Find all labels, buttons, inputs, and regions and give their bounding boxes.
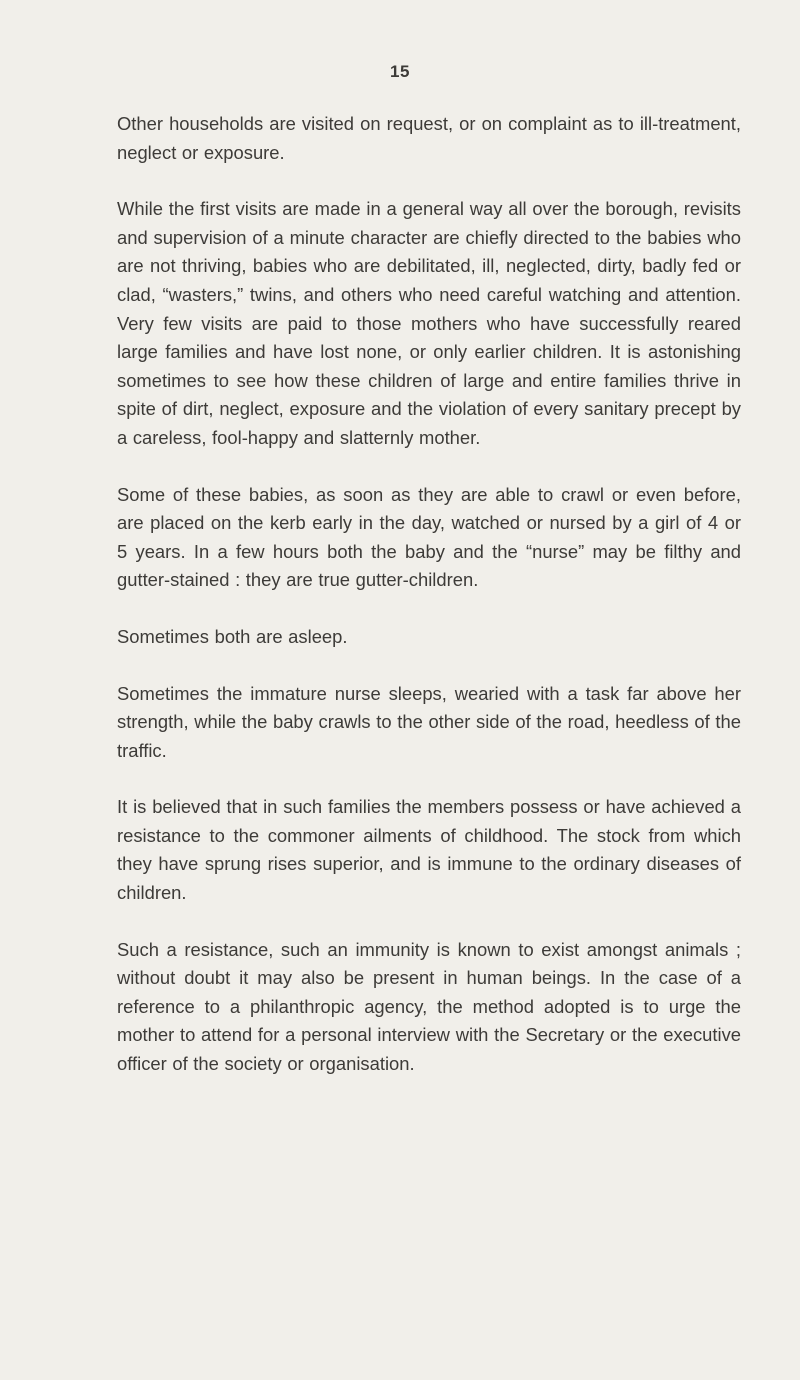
- paragraph-nurse-sleeps: Sometimes the immature nurse sleeps, wearied with a task far above her strength, while the baby crawls to the other side of the road, heedless of the traffic.: [117, 682, 741, 761]
- paragraph-both-asleep: Sometimes both are asleep.: [117, 625, 348, 647]
- paragraph-first-visits: While the first visits are made in a general way all over the borough, revisits and supervision of a minute character are chiefly directed to the babies who are not thriving, babies who are debilitated, ill, neglected, dirty, badly fed or clad, “wasters,” twins, and others who need careful watching and attention. Very few visits are paid to those mothers who have successfully reared large families and have lost none, or only earlier children. It is astonishing sometimes to see how these children of large and entire families thrive in spite of dirt, neglect, exposure and the violation of every sanitary precept by a careless, fool-happy and slatternly mother.: [117, 198, 741, 448]
- paragraph-resistance-belief: It is believed that in such families the members possess or have achieved a resistance to the commoner ailments of childhood. The stock from which they have sprung rises superior, and is immune to the ordinary diseases of children.: [117, 796, 741, 904]
- paragraph-households-visited: Other households are visited on request, or on complaint as to ill-treatment, neglect or exposure.: [117, 113, 741, 163]
- paragraph-immunity-and-referral: Such a resistance, such an immunity is known to exist amongst animals ; without doubt it may also be present in human beings. In the case of a reference to a philanthropic agency, the method adopted is to urge the mother to attend for a personal interview with the Secretary or the executive officer of the society or organisation.: [117, 938, 741, 1075]
- document-body: [117, 110, 741, 1107]
- paragraph-babies-on-kerb: Some of these babies, as soon as they are able to crawl or even before, are placed on the kerb early in the day, watched or nursed by a girl of 4 or 5 years. In a few hours both the baby and the “nurse” may be filthy and gutter-stained : they are true gutter-children.: [117, 483, 741, 591]
- page-number: 15: [390, 62, 410, 81]
